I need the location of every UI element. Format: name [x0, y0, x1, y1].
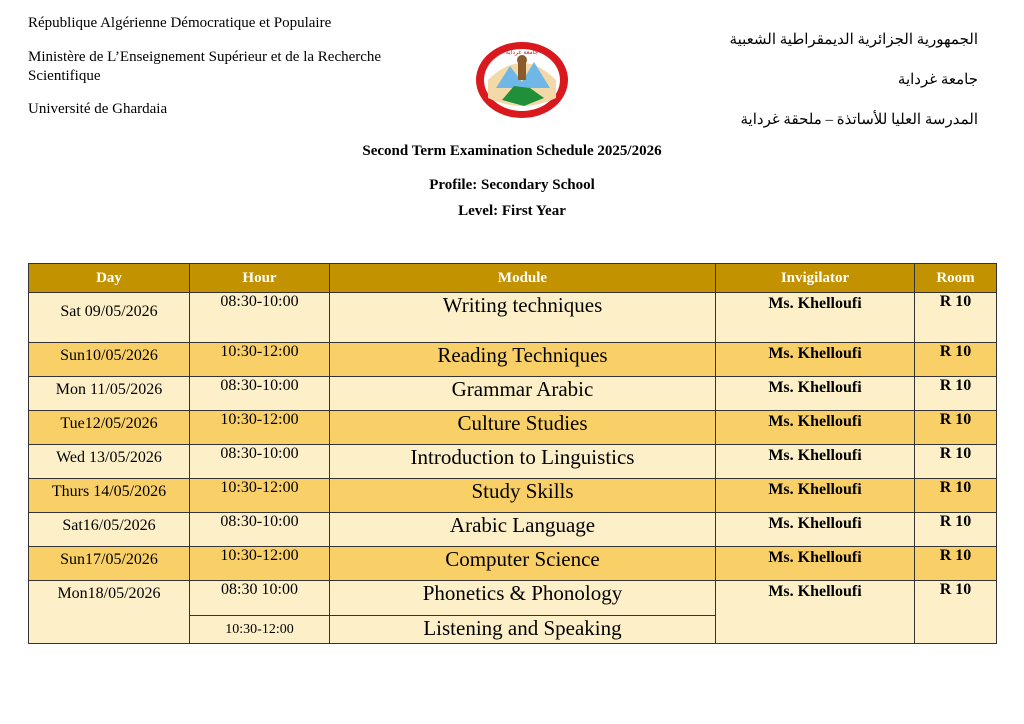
module-cell: Computer Science: [330, 547, 716, 581]
invigilator-cell: Ms. Khelloufi: [716, 343, 915, 377]
table-header-row: [29, 264, 997, 293]
table-row: [29, 513, 997, 547]
day-cell: Thurs 14/05/2026: [29, 479, 190, 513]
module-cell: Grammar Arabic: [330, 377, 716, 411]
hour-cell: 08:30 10:00: [190, 581, 330, 616]
table-row: [29, 293, 997, 343]
room-cell: R 10: [915, 581, 997, 644]
table-row: [29, 581, 997, 616]
university-seal-icon: [474, 40, 570, 120]
room-cell: R 10: [915, 513, 997, 547]
school-name-ar: المدرسة العليا للأساتذة – ملحقة غرداية: [740, 112, 978, 128]
day-cell: Tue12/05/2026: [29, 411, 190, 445]
table-row: [29, 479, 997, 513]
room-cell: R 10: [915, 377, 997, 411]
hour-cell: 10:30-12:00: [190, 343, 330, 377]
col-hour: Hour: [190, 264, 330, 293]
university-name-ar: جامعة غرداية: [897, 72, 978, 88]
col-room: Room: [915, 264, 997, 293]
invigilator-cell: Ms. Khelloufi: [716, 293, 915, 343]
invigilator-cell: Ms. Khelloufi: [716, 479, 915, 513]
room-cell: R 10: [915, 479, 997, 513]
invigilator-cell: Ms. Khelloufi: [716, 445, 915, 479]
room-cell: R 10: [915, 293, 997, 343]
room-cell: R 10: [915, 411, 997, 445]
module-cell: Introduction to Linguistics: [330, 445, 716, 479]
col-invigilator: Invigilator: [716, 264, 915, 293]
hour-cell: 08:30-10:00: [190, 445, 330, 479]
col-module: Module: [330, 264, 716, 293]
hour-cell: 10:30-12:00: [190, 411, 330, 445]
module-cell: Culture Studies: [330, 411, 716, 445]
table-row: [29, 445, 997, 479]
invigilator-cell: Ms. Khelloufi: [716, 411, 915, 445]
invigilator-cell: Ms. Khelloufi: [716, 547, 915, 581]
hour-cell: 08:30-10:00: [190, 377, 330, 411]
table-row: [29, 547, 997, 581]
invigilator-cell: Ms. Khelloufi: [716, 513, 915, 547]
table-row: [29, 411, 997, 445]
module-cell: Arabic Language: [330, 513, 716, 547]
hour-cell: 10:30-12:00: [190, 616, 330, 644]
invigilator-cell: Ms. Khelloufi: [716, 581, 915, 644]
invigilator-cell: Ms. Khelloufi: [716, 377, 915, 411]
room-cell: R 10: [915, 547, 997, 581]
day-cell: Wed 13/05/2026: [29, 445, 190, 479]
module-cell: Phonetics & Phonology: [330, 581, 716, 616]
module-cell: Writing techniques: [330, 293, 716, 343]
hour-cell: 08:30-10:00: [190, 293, 330, 343]
exam-schedule-table: [28, 263, 997, 644]
hour-cell: 08:30-10:00: [190, 513, 330, 547]
day-cell: Mon18/05/2026: [29, 581, 190, 644]
hour-cell: 10:30-12:00: [190, 547, 330, 581]
day-cell: Mon 11/05/2026: [29, 377, 190, 411]
hour-cell: 10:30-12:00: [190, 479, 330, 513]
day-cell: Sat 09/05/2026: [29, 293, 190, 343]
day-cell: Sun10/05/2026: [29, 343, 190, 377]
republic-name-fr: République Algérienne Démocratique et Populaire: [28, 15, 332, 31]
module-cell: Listening and Speaking: [330, 616, 716, 644]
day-cell: Sat16/05/2026: [29, 513, 190, 547]
table-row: [29, 343, 997, 377]
col-day: Day: [29, 264, 190, 293]
module-cell: Study Skills: [330, 479, 716, 513]
room-cell: R 10: [915, 343, 997, 377]
seal-inner-text: جامعة غرداية: [505, 49, 539, 56]
day-cell: Sun17/05/2026: [29, 547, 190, 581]
republic-name-ar: الجمهورية الجزائرية الديمقراطية الشعبية: [729, 32, 978, 48]
university-name-fr: Université de Ghardaia: [28, 101, 168, 117]
module-cell: Reading Techniques: [330, 343, 716, 377]
room-cell: R 10: [915, 445, 997, 479]
table-row: [29, 377, 997, 411]
ministry-name-fr: Ministère de L’Enseignement Supérieur et de la Recherche Scientifique: [28, 49, 382, 84]
